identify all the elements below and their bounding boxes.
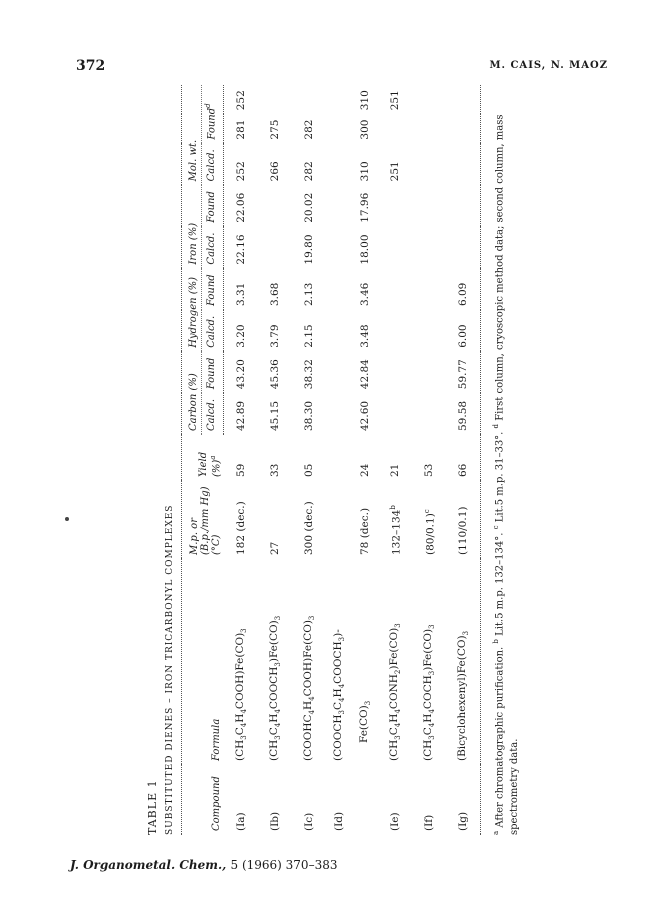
mp-cell: 300 (dec.)	[303, 501, 316, 555]
print-speck	[65, 517, 69, 521]
spacer-cell	[352, 765, 378, 835]
h-found-cell: 3.31	[235, 282, 248, 307]
journal-reference	[70, 858, 337, 872]
header-mw-found-text: Found	[206, 107, 218, 140]
header-h-found: Found	[202, 269, 224, 310]
header-mw-found: Found$^d$	[202, 85, 224, 144]
h-found-cell: 3.46	[359, 282, 372, 307]
fe-found-cell: 17.96	[359, 192, 372, 223]
h-calcd-cell	[378, 310, 412, 352]
footnote-c: Lit.5 m.p. 31–33°.	[494, 431, 506, 523]
h-calcd-cell: 3.79	[269, 324, 282, 348]
mp-cell: (110/0.1)	[446, 481, 481, 559]
formula-cell: $(COOHC_4H_4COOH)Fe(CO)_3$	[302, 615, 317, 761]
mw-calcd-cell: 282	[303, 161, 316, 182]
header-mp: M.p. or (B.p./mm Hg) (°C)	[182, 481, 224, 559]
mw-found2-cell: 251	[389, 90, 402, 111]
c-calcd-cell: 38.30	[303, 400, 316, 431]
footnote-b: Lit.5 m.p. 132–134°.	[494, 532, 506, 636]
compound-id: (Id)	[333, 811, 346, 831]
c-found-cell: 59.77	[446, 352, 481, 393]
mw-calcd-cell: 266	[269, 161, 282, 182]
header-c-found: Found	[202, 352, 224, 393]
fe-calcd-cell	[412, 227, 446, 269]
fe-calcd-cell	[378, 227, 412, 269]
mw-found1-cell: 275	[269, 119, 282, 140]
yield-cell: 05	[303, 463, 316, 477]
formula-cell-line1: $(COOCH_3C_4H_4COOCH_3)-$	[332, 629, 347, 761]
table-caption: SUBSTITUTED DIENES – IRON TRICARBONYL COMPLEXES	[165, 504, 175, 835]
footnote-a: After chromatographic purification.	[494, 646, 506, 828]
footnote-d: First column, cryoscopic method data; second column, mass spectrometry data.	[494, 114, 520, 835]
c-found-cell: 42.84	[359, 359, 372, 390]
running-head: M. CAIS, N. MAOZ	[489, 60, 608, 71]
h-calcd-cell: 3.20	[235, 324, 248, 348]
journal-volume: 5 (1966) 370–383	[230, 858, 338, 872]
fe-found-cell	[258, 185, 292, 226]
table-row	[446, 85, 481, 835]
formula-cell: $(CH_3C_4H_4CONH_2)Fe(CO)_3$	[388, 623, 403, 761]
header-formula: Formula	[182, 559, 224, 765]
journal-name: J. Organometal. Chem.,	[70, 858, 227, 872]
table-row	[412, 85, 446, 835]
c-calcd-cell: 59.58	[446, 393, 481, 435]
header-mw-calcd: Calcd.	[202, 144, 224, 186]
header-iron: Iron (%)	[182, 185, 202, 268]
mp-cell: 182 (dec.)	[235, 501, 248, 555]
page-number: 372	[76, 58, 106, 74]
compound-id: (Ie)	[389, 812, 402, 831]
c-calcd-cell: 42.60	[359, 400, 372, 431]
table-footnotes: $^a$ After chromatographic purification. $^b$ Lit.5 m.p. 132–134°. $^c$ Lit.5 m.p. 31–33°. $^d$ First column, cryoscopic method data; second column, mass spectrometry data.	[492, 114, 520, 835]
mw-found1-cell: 282	[303, 119, 316, 140]
header-yield-text: Yield (%)	[197, 451, 222, 477]
fe-calcd-cell	[446, 227, 481, 269]
c-found-cell: 43.20	[235, 359, 248, 390]
fe-found-cell	[446, 185, 481, 226]
fe-calcd-cell: 19.80	[303, 234, 316, 265]
c-calcd-cell	[412, 393, 446, 435]
header-h-calcd: Calcd.	[202, 310, 224, 352]
mp-cell: 27	[269, 541, 282, 555]
table-row	[326, 85, 352, 835]
mw-found2-cell	[292, 85, 326, 114]
bp-value: (80/0.1)	[424, 513, 437, 555]
data-table	[181, 85, 481, 835]
h-calcd-cell: 2.15	[303, 324, 316, 348]
h-found-cell: 3.68	[269, 282, 282, 307]
mw-found1-cell	[378, 114, 412, 143]
fe-calcd-cell: 22.16	[235, 234, 248, 265]
header-yield: Yield (%)$^a$	[182, 435, 224, 481]
table-row	[352, 85, 378, 835]
h-found-cell: 2.13	[303, 282, 316, 307]
mw-found1-cell: 281	[235, 119, 248, 140]
fe-found-cell: 22.06	[235, 192, 248, 223]
header-fe-calcd: Calcd.	[202, 227, 224, 269]
compound-id: (Ic)	[303, 812, 316, 831]
formula-cell-line2: $Fe(CO)_3$	[358, 700, 373, 743]
h-found-cell: 6.09	[446, 269, 481, 310]
c-found-cell	[412, 352, 446, 393]
header-fe-found: Found	[202, 185, 224, 226]
yield-cell: 53	[423, 463, 436, 477]
mw-found2-cell	[412, 85, 446, 114]
mw-found1-cell	[446, 114, 481, 143]
header-c-calcd: Calcd.	[202, 393, 224, 435]
h-calcd-cell: 3.48	[359, 324, 372, 348]
fe-found-cell	[378, 185, 412, 226]
formula-cell: $(CH_3C_4H_4COOH)Fe(CO)_3$	[234, 628, 249, 761]
rotated-table-block	[140, 85, 540, 835]
h-found-cell	[378, 269, 412, 310]
mw-calcd-cell	[412, 144, 446, 186]
mw-found2-cell: 310	[359, 90, 372, 111]
spacer-cell	[326, 85, 352, 559]
mw-calcd-cell: 251	[389, 161, 402, 182]
table-label: TABLE 1	[146, 779, 159, 835]
fe-calcd-cell: 18.00	[359, 234, 372, 265]
mw-calcd-cell	[446, 144, 481, 186]
mw-found2-cell: 252	[235, 90, 248, 111]
header-molwt: Mol. wt.	[182, 85, 202, 185]
compound-id: (Ig)	[446, 765, 481, 835]
c-found-cell: 38.32	[303, 359, 316, 390]
c-found-cell: 45.36	[269, 359, 282, 390]
h-calcd-cell	[412, 310, 446, 352]
yield-cell: 59	[235, 463, 248, 477]
mw-found1-cell	[412, 114, 446, 143]
mw-calcd-cell: 310	[359, 161, 372, 182]
h-found-cell	[412, 269, 446, 310]
mw-calcd-cell: 252	[235, 161, 248, 182]
compound-id: (Ia)	[235, 812, 248, 831]
mp-value: 132–134	[390, 509, 403, 555]
yield-cell: 66	[446, 435, 481, 481]
fe-found-cell: 20.02	[303, 192, 316, 223]
header-carbon: Carbon (%)	[182, 352, 202, 435]
mw-found2-cell	[446, 85, 481, 114]
compound-id: (If)	[423, 814, 436, 831]
mp-cell: 78 (dec.)	[359, 507, 372, 555]
formula-cell: $(CH_3C_4H_4COOCH_3)Fe(CO)_3$	[268, 615, 283, 761]
c-found-cell	[378, 352, 412, 393]
table-row	[224, 85, 259, 835]
table-row	[378, 85, 412, 835]
header-hydrogen: Hydrogen (%)	[182, 269, 202, 352]
mp-cell: 132–134$^b$	[388, 505, 403, 555]
yield-cell: 21	[389, 463, 402, 477]
formula-cell: $(Bicyclohexenyl)Fe(CO)_3$	[446, 559, 481, 765]
yield-cell: 24	[359, 463, 372, 477]
mw-found1-cell: 300	[359, 119, 372, 140]
yield-cell: 33	[269, 463, 282, 477]
header-compound: Compound	[182, 765, 224, 835]
fe-found-cell	[412, 185, 446, 226]
table-row	[292, 85, 326, 835]
h-calcd-cell: 6.00	[446, 310, 481, 352]
formula-cell: $(CH_3C_4H_4COCH_3)Fe(CO)_3$	[422, 624, 437, 761]
table-row	[258, 85, 292, 835]
c-calcd-cell	[378, 393, 412, 435]
mw-found2-cell	[258, 85, 292, 114]
c-calcd-cell: 42.89	[235, 400, 248, 431]
fe-calcd-cell	[258, 227, 292, 269]
c-calcd-cell: 45.15	[269, 400, 282, 431]
mp-cell: $(80/0.1)^c$	[422, 509, 437, 555]
compound-id: (Ib)	[269, 811, 282, 831]
